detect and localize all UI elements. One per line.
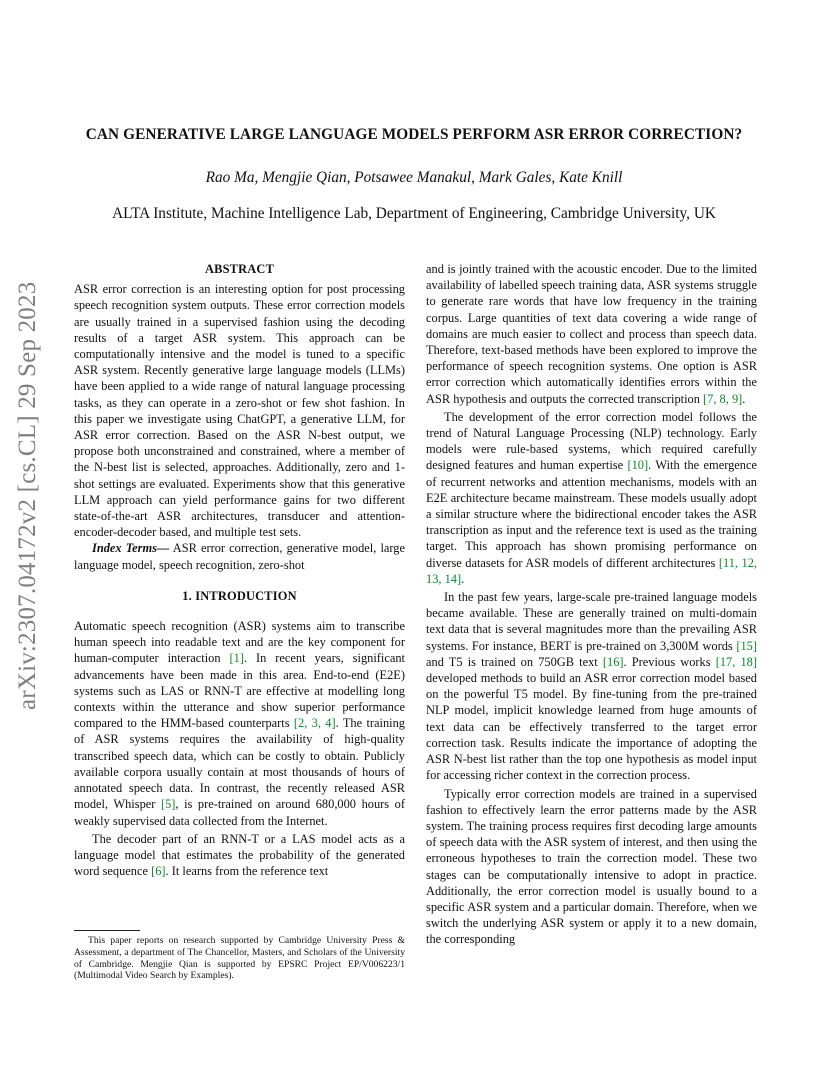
arxiv-identifier-stamp: arXiv:2307.04172v2 [cs.CL] 29 Sep 2023 [14, 281, 41, 710]
index-terms [74, 540, 405, 572]
citation-link[interactable]: [2, 3, 4] [293, 716, 336, 731]
citation-link[interactable]: [1] [229, 651, 244, 666]
citation-link[interactable]: [16] [602, 654, 624, 669]
intro-paragraph-1: Automatic speech recognition (ASR) systems aim to transcribe human speech into readable text and are the key component for human-computer interaction [1]. In recent years, significant advancements have been made in this area. End-to-end (E2E) systems such as LAS or RNN-T are effective at modelling long contexts within the utterance and show superior performance compared to the HMM-based counterparts [2, 3, 4]. The training of ASR systems requires the availability of high-quality transcribed speech data, which can be costly to obtain. Publicly available corpora usually contain at most thousands of hours of annotated speech data. In contrast, the recently released ASR model, Whisper [5], is pre-trained on around 680,000 hours of weakly supervised data collected from the Internet. [74, 619, 406, 828]
citation-link[interactable]: [10] [627, 458, 649, 473]
citation-link[interactable]: [15] [736, 638, 757, 653]
intro-paragraph-2: The decoder part of an RNN-T or a LAS model acts as a language model that estimates the probability of the generated word sequence [6]. It learns from the reference text [74, 831, 405, 879]
intro-paragraph-3: The development of the error correction model follows the trend of Natural Language Processing (NLP) technology. Early models were rule-based systems, which required carefully designed features and human expertise [10]. With the emergence of recurrent networks and attention mechanisms, models with an E2E architecture became mainstream. These models usually adopt a similar structure where the bidirectional encoder takes the ASR transcription as input and the reference text is used as the training target. This approach has shown promising performance on diverse datasets for ASR models of different architectures [11, 12, 13, 14]. [426, 409, 757, 586]
funding-footnote: This paper reports on research supported by Cambridge University Press & Assessment, a department of The Chancellor, Masters, and Scholars of the University of Cambridge. Mengjie Qian is supported by EPSRC Project EP/V006223/1 (Multimodal Video Search by Examples). [74, 935, 405, 982]
left-column [74, 261, 405, 879]
author-list: Rao Ma, Mengjie Qian, Potsawee Manakul, Mark Gales, Kate Knill [205, 169, 623, 186]
introduction-heading: 1. INTRODUCTION [182, 588, 297, 603]
index-terms-text: ASR error correction, generative model, large language model, speech recognition, zero-shot [74, 541, 405, 572]
intro-paragraph-5: Typically error correction models are trained in a supervised fashion to effectively learn the error patterns made by the ASR system. The training process requires first decoding large amounts of speech data with the ASR system of interest, and then using the erroneous hypotheses to train the correction model. These two stages can be computationally intensive to adopt in practice. Additionally, the error correction model is usually bound to a specific ASR system and a particular domain. Therefore, when we switch the underlying ASR system or apply it to a new domain, the corresponding [426, 786, 757, 947]
right-column [426, 261, 757, 948]
abstract-heading: ABSTRACT [204, 262, 275, 276]
citation-link[interactable]: [7, 8, 9] [703, 391, 743, 406]
intro-paragraph-4: In the past few years, large-scale pre-trained language models became available. These are generally trained on multi-domain text data that is several magnitudes more than the prevailing ASR systems. For instance, BERT is pre-trained on 3,300M words [15] and T5 is trained on 750GB text [16]. Previous works [17, 18] developed methods to build an ASR error correction model based on the powerful T5 model. By fine-tuning from the pre-trained NLP model, implicit knowledge learned from huge amounts of text data can be effectively transferred to the target error correction task. Results indicate the importance of adopting the ASR N-best list rather than the top one hypothesis as model input for accessing richer context in the correction process. [426, 590, 757, 783]
citation-link[interactable]: [5] [160, 797, 176, 812]
abstract-body: ASR error correction is an interesting option for post processing speech recognition system outputs. These error correction models are usually trained in a supervised fashion using the decoding results of a target ASR system. This approach can be computationally intensive and the model is tuned to a specific ASR system. Recently generative large language models (LLMs) have been applied to a wide range of natural language processing tasks, as they can operate in a zero-shot or few shot fashion. In this paper we investigate using ChatGPT, a generative LLM, for ASR error correction. Based on the ASR N-best output, we propose both unconstrained and constrained, where a member of the N-best list is selected, approaches. Additionally, zero and 1-shot settings are evaluated. Experiments show that this generative LLM approach can yield performance gains for two different state-of-the-art ASR architectures, transducer and attention-encoder-decoder based, and multiple test sets. [74, 282, 405, 540]
intro-paragraph-2-continued: and is jointly trained with the acoustic encoder. Due to the limited availability of labelled speech training data, ASR systems struggle to generate rare words that have low frequency in the training corpus. Large quantities of text data covering a wide range of domains are much easier to collect and process than speech data. Therefore, text-based methods have been explored to improve the performance of speech recognition systems. One option is ASR error correction which automatically identifies errors within the ASR hypothesis and outputs the corrected transcription [7, 8, 9]. [426, 262, 757, 406]
index-terms-label: Index Terms— [92, 541, 170, 556]
footnote-divider [74, 930, 140, 931]
citation-link[interactable]: [11, 12, 13, 14] [426, 555, 757, 586]
citation-link[interactable]: [6] [151, 864, 166, 879]
paper-title: CAN GENERATIVE LARGE LANGUAGE MODELS PERFORM ASR ERROR CORRECTION? [85, 126, 743, 143]
citation-link[interactable]: [17, 18] [715, 654, 757, 669]
affiliation: ALTA Institute, Machine Intelligence Lab, Department of Engineering, Cambridge University, UK [112, 205, 716, 222]
